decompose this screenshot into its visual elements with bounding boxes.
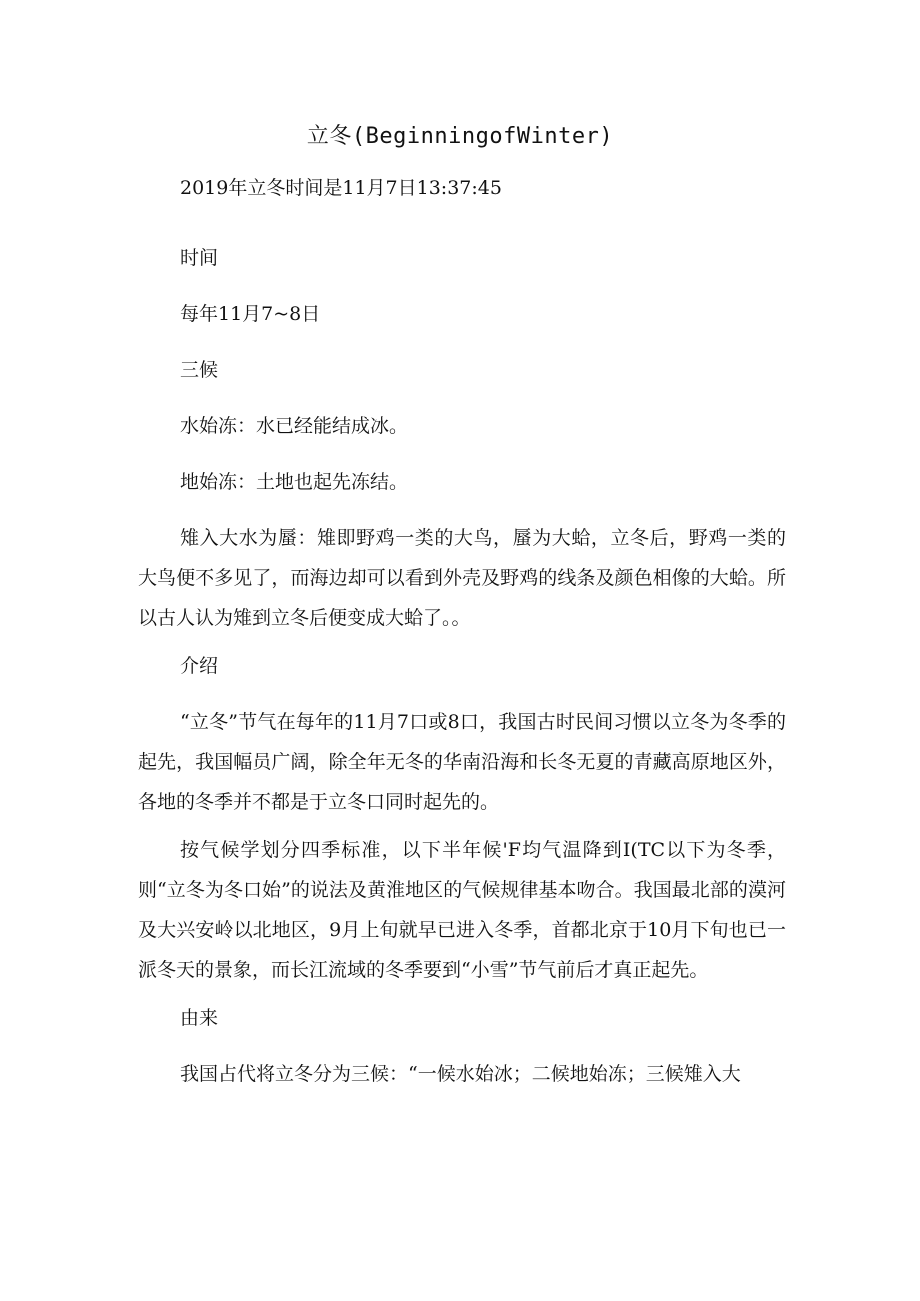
paragraph-origin: 我国占代将立冬分为三候：“一候水始冰；二候地始冻；三候雉入大 <box>180 1063 741 1085</box>
paragraph-date: 2019年立冬时间是11月7日13:37:45 <box>180 177 502 199</box>
paragraph-introduction: “立冬”节气在每年的11月7口或8口，我国古时民间习惯以立冬为冬季的起先，我国幅员广阔，除全年无冬的华南沿海和长冬无夏的青藏高原地区外，各地的冬季并不都是于立冬口同时起先的。 <box>138 711 786 813</box>
paragraph-time-range: 每年11月7~8日 <box>180 303 321 325</box>
document-title: 立冬(BeginningofWinter) <box>306 124 614 149</box>
paragraph-pentad-2: 地始冻：土地也起先冻结。 <box>180 471 409 493</box>
heading-introduction: 介绍 <box>180 655 219 677</box>
paragraph-pentad-3: 雉入大水为蜃：雉即野鸡一类的大鸟，蜃为大蛤，立冬后，野鸡一类的大鸟便不多见了，而海边却可以看到外壳及野鸡的线条及颜色相像的大蛤。所以古人认为雉到立冬后便变成大蛤了。。 <box>138 527 786 629</box>
paragraph-climate: 按气候学划分四季标准，以下半年候'F均气温降到I(TC以下为冬季，则“立冬为冬口始”的说法及黄淮地区的气候规律基本吻合。我国最北部的漠河及大兴安岭以北地区，9月上旬就早已进入冬季，首都北京于10月下旬也已一派冬天的景象，而长江流域的冬季要到“小雪”节气前后才真正起先。 <box>138 839 786 981</box>
heading-three-pentads: 三候 <box>180 359 219 381</box>
paragraph-pentad-1: 水始冻：水已经能结成冰。 <box>180 415 409 437</box>
document-body <box>138 168 786 1110</box>
heading-time: 时间 <box>180 247 219 269</box>
heading-origin: 由来 <box>180 1007 219 1029</box>
